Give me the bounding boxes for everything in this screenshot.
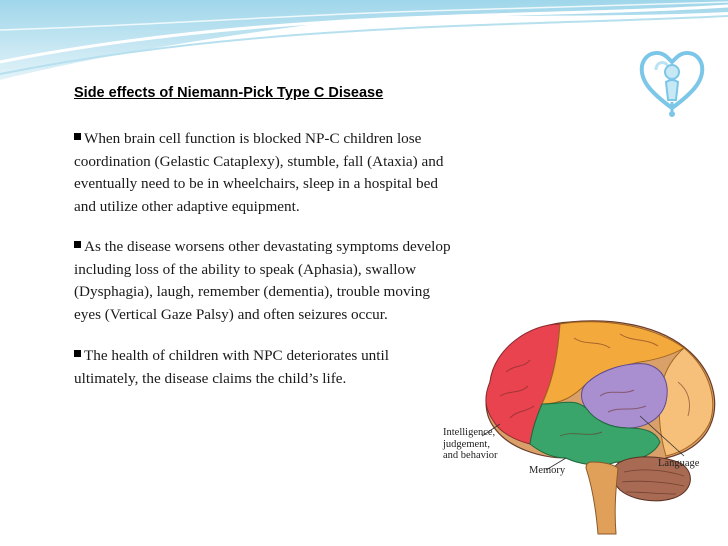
paragraph-1 [74,128,443,218]
bullet-square-icon [74,350,81,357]
label-line: and behavior [443,450,498,461]
paragraph-line: As the disease worsens other devastating symptoms develop [84,238,451,255]
paragraph-line: When brain cell function is blocked NP-C children lose [84,130,422,147]
bullet-square-icon [74,133,81,140]
label-language: Language [658,458,700,469]
decorative-wave-band [0,0,728,90]
heart-family-logo-icon [636,40,708,118]
paragraph-line: The health of children with NPC deteriorates until [84,347,389,364]
brainstem [586,462,618,534]
slide-title: Side effects of Niemann-Pick Type C Disease [74,85,384,101]
brain-lobes-illustration [470,312,722,540]
paragraph-2 [74,236,451,326]
paragraph-line: coordination (Gelastic Cataplexy), stumble, fall (Ataxia) and [74,152,444,170]
label-line: judgement, [443,438,490,450]
paragraph-line: eyes (Vertical Gaze Palsy) and often seizures occur. [74,305,388,323]
paragraph-3 [74,345,389,390]
paragraph-line: eventually need to be in wheelchairs, sleep in a hospital bed [74,175,438,192]
label-memory: Memory [529,465,566,476]
bullet-square-icon [74,241,81,248]
label-intelligence [443,427,498,462]
paragraph-line: and utilize other adaptive equipment. [74,197,300,215]
paragraph-line: (Dysphagia), laugh, remember (dementia), trouble moving [74,283,430,300]
label-line: Intelligence, [443,427,496,438]
paragraph-line: including loss of the ability to speak (Aphasia), swallow [74,260,417,278]
paragraph-line: ultimately, the disease claims the child’s life. [74,369,347,387]
